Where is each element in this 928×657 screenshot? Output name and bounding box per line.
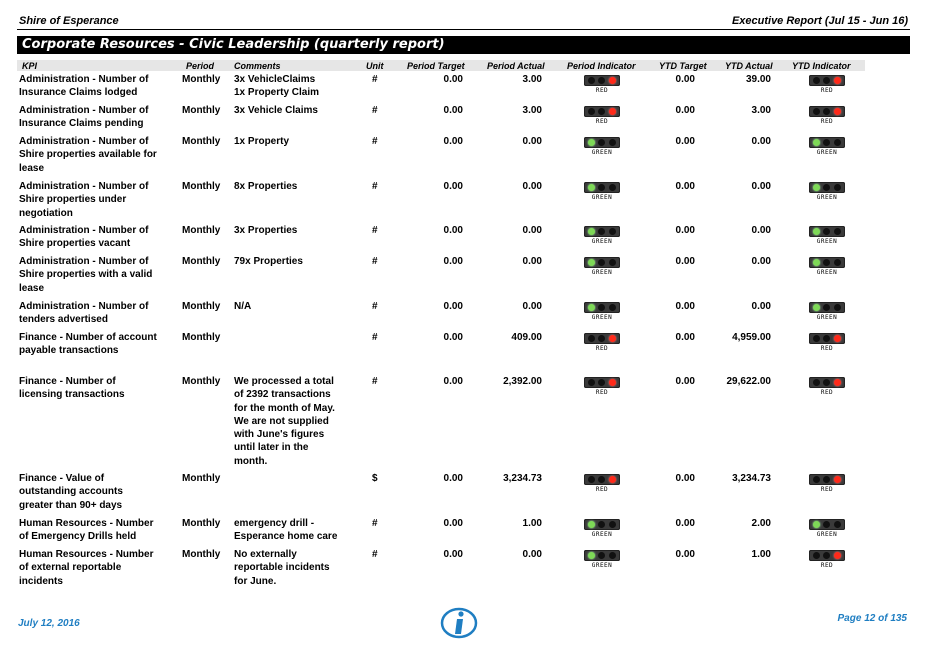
traffic-light-lamp bbox=[609, 108, 616, 115]
ytd-traffic-light-icon bbox=[809, 75, 847, 94]
traffic-light-lamp bbox=[834, 521, 841, 528]
traffic-light-body bbox=[809, 333, 845, 344]
traffic-light-lamp bbox=[834, 552, 841, 559]
ytd-actual-cell: 1.00 bbox=[751, 549, 771, 560]
traffic-light-lamp bbox=[598, 521, 605, 528]
traffic-light-lamp bbox=[813, 335, 820, 342]
ytd-target-cell: 0.00 bbox=[675, 549, 695, 560]
traffic-light-body bbox=[809, 377, 845, 388]
ytd-actual-cell: 2.00 bbox=[751, 518, 771, 529]
ytd-traffic-light-icon bbox=[809, 106, 847, 125]
ytd-target-cell: 0.00 bbox=[675, 256, 695, 267]
traffic-light-lamp bbox=[813, 259, 820, 266]
traffic-light-lamp bbox=[588, 77, 595, 84]
period-target-cell: 0.00 bbox=[443, 136, 463, 147]
indicator-label: GREEN bbox=[591, 269, 613, 276]
period-traffic-light-icon bbox=[584, 519, 622, 538]
ytd-actual-cell: 0.00 bbox=[751, 256, 771, 267]
indicator-label: GREEN bbox=[816, 238, 838, 245]
ytd-target-cell: 0.00 bbox=[675, 181, 695, 192]
traffic-light-lamp bbox=[813, 108, 820, 115]
traffic-light-body bbox=[809, 257, 845, 268]
period-actual-cell: 3.00 bbox=[522, 74, 542, 85]
traffic-light-lamp bbox=[823, 139, 830, 146]
period-target-cell: 0.00 bbox=[443, 473, 463, 484]
period-traffic-light-icon bbox=[584, 550, 622, 569]
period-target-cell: 0.00 bbox=[443, 549, 463, 560]
traffic-light-body bbox=[584, 519, 620, 530]
period-target-cell: 0.00 bbox=[443, 105, 463, 116]
traffic-light-lamp bbox=[823, 184, 830, 191]
traffic-light-lamp bbox=[588, 335, 595, 342]
traffic-light-lamp bbox=[588, 552, 595, 559]
traffic-light-lamp bbox=[588, 304, 595, 311]
traffic-light-lamp bbox=[588, 228, 595, 235]
traffic-light-lamp bbox=[823, 335, 830, 342]
kpi-cell: Human Resources - Number of external reportable incidents bbox=[19, 549, 154, 587]
traffic-light-lamp bbox=[823, 379, 830, 386]
ytd-actual-cell: 3.00 bbox=[751, 105, 771, 116]
traffic-light-body bbox=[809, 550, 845, 561]
traffic-light-lamp bbox=[588, 476, 595, 483]
indicator-label: GREEN bbox=[816, 269, 838, 276]
col-period-actual: Period Actual bbox=[487, 61, 545, 71]
ytd-traffic-light-icon bbox=[809, 333, 847, 352]
kpi-cell: Administration - Number of Shire properties with a valid lease bbox=[19, 256, 153, 294]
period-target-cell: 0.00 bbox=[443, 181, 463, 192]
ytd-traffic-light-icon bbox=[809, 519, 847, 538]
traffic-light-lamp bbox=[823, 108, 830, 115]
traffic-light-lamp bbox=[609, 304, 616, 311]
traffic-light-lamp bbox=[588, 108, 595, 115]
traffic-light-body bbox=[584, 333, 620, 344]
indicator-label: RED bbox=[820, 118, 834, 125]
indicator-label: RED bbox=[820, 87, 834, 94]
traffic-light-lamp bbox=[834, 228, 841, 235]
traffic-light-body bbox=[809, 182, 845, 193]
indicator-label: RED bbox=[595, 345, 609, 352]
traffic-light-lamp bbox=[823, 552, 830, 559]
traffic-light-lamp bbox=[588, 184, 595, 191]
traffic-light-lamp bbox=[609, 476, 616, 483]
period-traffic-light-icon bbox=[584, 474, 622, 493]
ytd-actual-cell: 0.00 bbox=[751, 225, 771, 236]
traffic-light-lamp bbox=[588, 521, 595, 528]
period-traffic-light-icon bbox=[584, 75, 622, 94]
period-traffic-light-icon bbox=[584, 137, 622, 156]
ytd-target-cell: 0.00 bbox=[675, 518, 695, 529]
footer-date: July 12, 2016 bbox=[18, 618, 80, 629]
traffic-light-lamp bbox=[834, 139, 841, 146]
period-actual-cell: 3,234.73 bbox=[503, 473, 542, 484]
traffic-light-lamp bbox=[598, 259, 605, 266]
traffic-light-lamp bbox=[598, 228, 605, 235]
traffic-light-body bbox=[809, 302, 845, 313]
comment-cell: 3x Properties bbox=[234, 225, 298, 236]
traffic-light-lamp bbox=[598, 552, 605, 559]
traffic-light-body bbox=[584, 106, 620, 117]
comment-cell: 1x Property bbox=[234, 136, 290, 147]
traffic-light-lamp bbox=[609, 77, 616, 84]
section-title: Corporate Resources - Civic Leadership (quarterly report) bbox=[22, 37, 445, 52]
traffic-light-lamp bbox=[823, 304, 830, 311]
unit-cell: # bbox=[372, 225, 378, 236]
kpi-cell: Finance - Value of outstanding accounts greater than 90+ days bbox=[19, 473, 123, 511]
report-title: Executive Report (Jul 15 - Jun 16) bbox=[731, 15, 908, 27]
traffic-light-lamp bbox=[598, 108, 605, 115]
unit-cell: # bbox=[372, 332, 378, 343]
period-traffic-light-icon bbox=[584, 302, 622, 321]
unit-cell: # bbox=[372, 136, 378, 147]
period-actual-cell: 0.00 bbox=[522, 225, 542, 236]
period-cell: Monthly bbox=[182, 256, 221, 267]
unit-cell: # bbox=[372, 301, 378, 312]
ytd-traffic-light-icon bbox=[809, 302, 847, 321]
col-period: Period bbox=[186, 61, 215, 71]
traffic-light-lamp bbox=[834, 108, 841, 115]
unit-cell: # bbox=[372, 518, 378, 529]
period-traffic-light-icon bbox=[584, 377, 622, 396]
traffic-light-body bbox=[584, 302, 620, 313]
org-name: Shire of Esperance bbox=[19, 15, 119, 27]
traffic-light-lamp bbox=[813, 476, 820, 483]
ytd-traffic-light-icon bbox=[809, 182, 847, 201]
traffic-light-lamp bbox=[813, 184, 820, 191]
period-actual-cell: 0.00 bbox=[522, 181, 542, 192]
indicator-label: RED bbox=[595, 87, 609, 94]
indicator-label: GREEN bbox=[816, 531, 838, 538]
ytd-actual-cell: 3,234.73 bbox=[732, 473, 771, 484]
traffic-light-lamp bbox=[834, 259, 841, 266]
ytd-traffic-light-icon bbox=[809, 550, 847, 569]
period-actual-cell: 0.00 bbox=[522, 301, 542, 312]
ytd-target-cell: 0.00 bbox=[675, 301, 695, 312]
indicator-label: RED bbox=[820, 486, 834, 493]
indicator-label: GREEN bbox=[591, 238, 613, 245]
period-traffic-light-icon bbox=[584, 226, 622, 245]
period-actual-cell: 0.00 bbox=[522, 549, 542, 560]
indicator-label: GREEN bbox=[591, 531, 613, 538]
traffic-light-lamp bbox=[588, 259, 595, 266]
traffic-light-lamp bbox=[598, 379, 605, 386]
period-target-cell: 0.00 bbox=[443, 256, 463, 267]
ytd-target-cell: 0.00 bbox=[675, 136, 695, 147]
period-target-cell: 0.00 bbox=[443, 74, 463, 85]
period-cell: Monthly bbox=[182, 301, 221, 312]
traffic-light-lamp bbox=[823, 259, 830, 266]
traffic-light-lamp bbox=[823, 228, 830, 235]
traffic-light-lamp bbox=[813, 304, 820, 311]
ytd-traffic-light-icon bbox=[809, 226, 847, 245]
traffic-light-body bbox=[809, 226, 845, 237]
indicator-label: RED bbox=[820, 345, 834, 352]
period-actual-cell: 1.00 bbox=[522, 518, 542, 529]
period-cell: Monthly bbox=[182, 518, 221, 529]
traffic-light-lamp bbox=[598, 77, 605, 84]
traffic-light-lamp bbox=[813, 379, 820, 386]
ytd-actual-cell: 0.00 bbox=[751, 181, 771, 192]
indicator-label: GREEN bbox=[816, 194, 838, 201]
traffic-light-lamp bbox=[598, 139, 605, 146]
traffic-light-lamp bbox=[823, 77, 830, 84]
traffic-light-lamp bbox=[834, 304, 841, 311]
comment-cell: 79x Properties bbox=[234, 256, 303, 267]
unit-cell: # bbox=[372, 105, 378, 116]
kpi-cell: Administration - Number of Insurance Claims pending bbox=[19, 105, 149, 130]
traffic-light-lamp bbox=[813, 521, 820, 528]
comment-cell: emergency drill - Esperance home care bbox=[234, 518, 338, 543]
indicator-label: GREEN bbox=[591, 194, 613, 201]
col-comments: Comments bbox=[234, 61, 281, 71]
period-cell: Monthly bbox=[182, 332, 221, 343]
unit-cell: # bbox=[372, 256, 378, 267]
traffic-light-body bbox=[584, 550, 620, 561]
period-cell: Monthly bbox=[182, 181, 221, 192]
period-cell: Monthly bbox=[182, 376, 221, 387]
col-unit: Unit bbox=[366, 61, 384, 71]
traffic-light-lamp bbox=[823, 521, 830, 528]
header-divider bbox=[17, 29, 910, 30]
period-traffic-light-icon bbox=[584, 257, 622, 276]
indicator-label: GREEN bbox=[816, 149, 838, 156]
section-title-bar bbox=[17, 36, 910, 54]
indicator-label: GREEN bbox=[591, 149, 613, 156]
period-target-cell: 0.00 bbox=[443, 301, 463, 312]
traffic-light-body bbox=[584, 226, 620, 237]
traffic-light-lamp bbox=[834, 184, 841, 191]
traffic-light-lamp bbox=[609, 184, 616, 191]
traffic-light-lamp bbox=[609, 335, 616, 342]
traffic-light-body bbox=[809, 519, 845, 530]
traffic-light-lamp bbox=[834, 77, 841, 84]
comment-cell: 3x Vehicle Claims bbox=[234, 105, 318, 116]
ytd-target-cell: 0.00 bbox=[675, 105, 695, 116]
traffic-light-lamp bbox=[588, 379, 595, 386]
period-target-cell: 0.00 bbox=[443, 225, 463, 236]
period-cell: Monthly bbox=[182, 105, 221, 116]
ytd-target-cell: 0.00 bbox=[675, 332, 695, 343]
traffic-light-lamp bbox=[598, 476, 605, 483]
unit-cell: # bbox=[372, 376, 378, 387]
indicator-label: RED bbox=[595, 118, 609, 125]
traffic-light-body bbox=[584, 257, 620, 268]
traffic-light-lamp bbox=[598, 184, 605, 191]
ytd-traffic-light-icon bbox=[809, 377, 847, 396]
unit-cell: # bbox=[372, 181, 378, 192]
ytd-actual-cell: 29,622.00 bbox=[726, 376, 771, 387]
period-cell: Monthly bbox=[182, 74, 221, 85]
traffic-light-lamp bbox=[609, 521, 616, 528]
indicator-label: RED bbox=[595, 486, 609, 493]
indicator-label: RED bbox=[820, 562, 834, 569]
period-actual-cell: 3.00 bbox=[522, 105, 542, 116]
traffic-light-lamp bbox=[598, 335, 605, 342]
ytd-actual-cell: 0.00 bbox=[751, 136, 771, 147]
indicator-label: GREEN bbox=[591, 314, 613, 321]
col-period-target: Period Target bbox=[407, 61, 465, 71]
period-actual-cell: 409.00 bbox=[511, 332, 542, 343]
traffic-light-lamp bbox=[813, 139, 820, 146]
period-traffic-light-icon bbox=[584, 106, 622, 125]
period-cell: Monthly bbox=[182, 136, 221, 147]
kpi-cell: Administration - Number of Shire properties under negotiation bbox=[19, 181, 149, 219]
traffic-light-body bbox=[809, 75, 845, 86]
traffic-light-body bbox=[584, 377, 620, 388]
period-traffic-light-icon bbox=[584, 333, 622, 352]
info-i-logo-icon bbox=[440, 607, 478, 639]
traffic-light-body bbox=[809, 474, 845, 485]
traffic-light-body bbox=[584, 75, 620, 86]
ytd-target-cell: 0.00 bbox=[675, 225, 695, 236]
comment-cell: 3x VehicleClaims 1x Property Claim bbox=[234, 74, 320, 99]
kpi-cell: Administration - Number of tenders advertised bbox=[19, 301, 149, 326]
unit-cell: $ bbox=[372, 473, 378, 484]
indicator-label: RED bbox=[595, 389, 609, 396]
traffic-light-lamp bbox=[813, 228, 820, 235]
period-target-cell: 0.00 bbox=[443, 332, 463, 343]
traffic-light-lamp bbox=[813, 77, 820, 84]
kpi-cell: Human Resources - Number of Emergency Drills held bbox=[19, 518, 154, 543]
kpi-cell: Finance - Number of licensing transactions bbox=[19, 376, 125, 401]
traffic-light-lamp bbox=[834, 476, 841, 483]
period-actual-cell: 0.00 bbox=[522, 136, 542, 147]
comment-cell: No externally reportable incidents for June. bbox=[234, 549, 330, 587]
traffic-light-lamp bbox=[609, 228, 616, 235]
kpi-cell: Administration - Number of Insurance Claims lodged bbox=[19, 74, 149, 99]
ytd-actual-cell: 39.00 bbox=[745, 74, 771, 85]
traffic-light-body bbox=[809, 137, 845, 148]
period-cell: Monthly bbox=[182, 473, 221, 484]
ytd-traffic-light-icon bbox=[809, 137, 847, 156]
period-cell: Monthly bbox=[182, 549, 221, 560]
comment-cell: N/A bbox=[234, 301, 252, 312]
page-number: Page 12 of 135 bbox=[837, 613, 907, 624]
traffic-light-lamp bbox=[588, 139, 595, 146]
indicator-label: GREEN bbox=[591, 562, 613, 569]
unit-cell: # bbox=[372, 549, 378, 560]
ytd-actual-cell: 4,959.00 bbox=[732, 332, 771, 343]
period-actual-cell: 2,392.00 bbox=[503, 376, 542, 387]
period-target-cell: 0.00 bbox=[443, 376, 463, 387]
comment-cell: 8x Properties bbox=[234, 181, 298, 192]
indicator-label: GREEN bbox=[816, 314, 838, 321]
indicator-label: RED bbox=[820, 389, 834, 396]
ytd-target-cell: 0.00 bbox=[675, 74, 695, 85]
traffic-light-body bbox=[584, 137, 620, 148]
period-actual-cell: 0.00 bbox=[522, 256, 542, 267]
traffic-light-lamp bbox=[834, 335, 841, 342]
col-period-indicator: Period Indicator bbox=[567, 61, 636, 71]
ytd-traffic-light-icon bbox=[809, 257, 847, 276]
col-ytd-actual: YTD Actual bbox=[725, 61, 773, 71]
kpi-cell: Administration - Number of Shire properties vacant bbox=[19, 225, 149, 250]
unit-cell: # bbox=[372, 74, 378, 85]
col-kpi: KPI bbox=[22, 61, 38, 71]
kpi-cell: Finance - Number of account payable transactions bbox=[19, 332, 157, 357]
comment-cell: We processed a total of 2392 transactions for the month of May. We are not supplied with June's figures until later in the month. bbox=[234, 376, 335, 467]
ytd-target-cell: 0.00 bbox=[675, 473, 695, 484]
traffic-light-lamp bbox=[609, 139, 616, 146]
period-target-cell: 0.00 bbox=[443, 518, 463, 529]
period-traffic-light-icon bbox=[584, 182, 622, 201]
traffic-light-lamp bbox=[813, 552, 820, 559]
traffic-light-lamp bbox=[609, 379, 616, 386]
ytd-traffic-light-icon bbox=[809, 474, 847, 493]
traffic-light-body bbox=[809, 106, 845, 117]
ytd-target-cell: 0.00 bbox=[675, 376, 695, 387]
traffic-light-lamp bbox=[598, 304, 605, 311]
period-cell: Monthly bbox=[182, 225, 221, 236]
kpi-cell: Administration - Number of Shire properties available for lease bbox=[19, 136, 157, 174]
traffic-light-body bbox=[584, 474, 620, 485]
col-ytd-target: YTD Target bbox=[659, 61, 707, 71]
ytd-actual-cell: 0.00 bbox=[751, 301, 771, 312]
traffic-light-lamp bbox=[823, 476, 830, 483]
traffic-light-lamp bbox=[609, 259, 616, 266]
traffic-light-lamp bbox=[834, 379, 841, 386]
traffic-light-lamp bbox=[609, 552, 616, 559]
traffic-light-body bbox=[584, 182, 620, 193]
col-ytd-indicator: YTD Indicator bbox=[792, 61, 851, 71]
